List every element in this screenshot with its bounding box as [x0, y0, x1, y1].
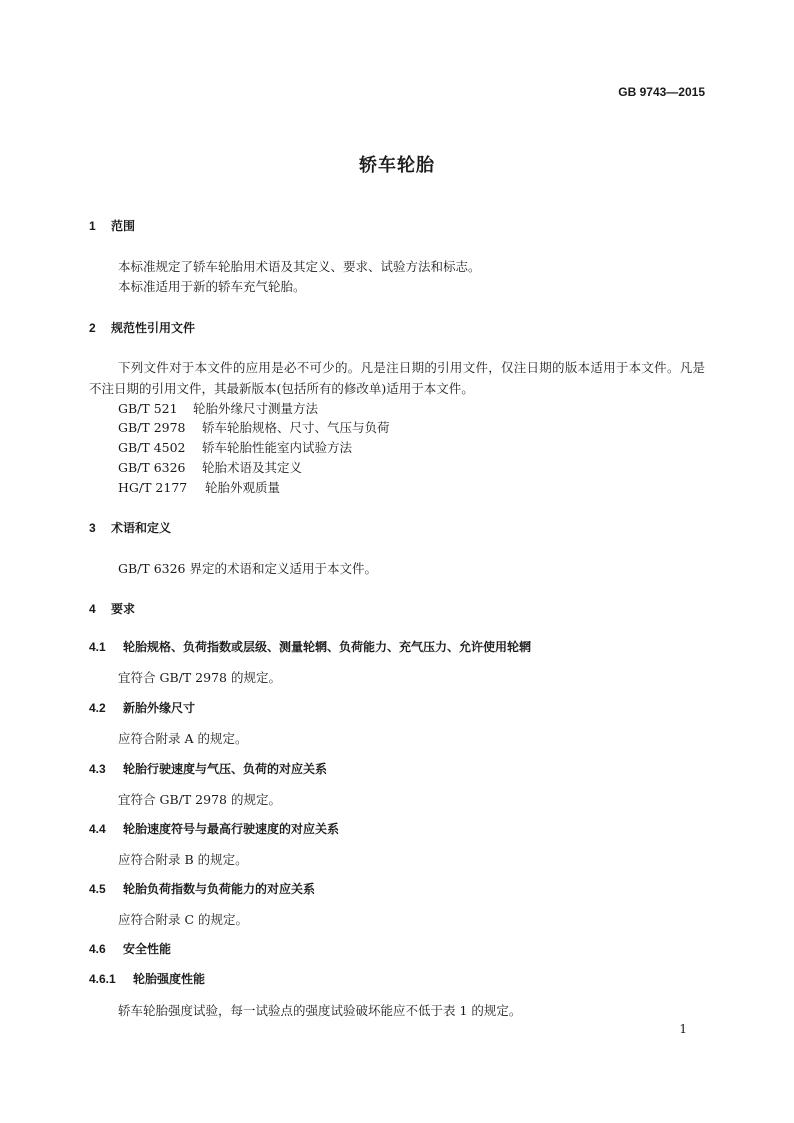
paragraph: 应符合附录 C 的规定。 [118, 912, 249, 927]
reference-code: GB/T 6326 [118, 460, 186, 475]
section-number: 4 [89, 602, 96, 616]
paragraph: 本标准规定了轿车轮胎用术语及其定义、要求、试验方法和标志。 [118, 259, 481, 274]
paragraph: 应符合附录 B 的规定。 [118, 852, 248, 867]
section-number: 2 [89, 321, 96, 335]
section-title: 要求 [111, 602, 136, 616]
section-number: 1 [89, 219, 96, 233]
subsubsection-title: 轮胎强度性能 [133, 972, 206, 986]
subsection-title: 轮胎负荷指数与负荷能力的对应关系 [123, 882, 316, 896]
document-title: 轿车轮胎 [359, 155, 435, 176]
paragraph: 宜符合 GB/T 2978 的规定。 [118, 792, 281, 807]
subsection-number: 4.1 [89, 640, 106, 654]
subsection-heading [89, 760, 327, 777]
section-heading-normative-references [89, 319, 195, 336]
subsection-title: 轮胎规格、负荷指数或层级、测量轮辋、负荷能力、充气压力、允许使用轮辋 [123, 640, 532, 654]
reference-code: GB/T 521 [118, 401, 178, 416]
reference-title: 轮胎外观质量 [205, 480, 281, 495]
reference-title: 轮胎术语及其定义 [202, 460, 303, 475]
paragraph: 轿车轮胎强度试验，每一试验点的强度试验破坏能应不低于表 1 的规定。 [118, 1003, 522, 1018]
section-heading-terms [89, 519, 171, 536]
subsection-title: 新胎外缘尺寸 [123, 701, 196, 715]
subsection-title: 安全性能 [123, 942, 172, 956]
standard-code: GB 9743—2015 [618, 85, 705, 99]
section-title: 范围 [111, 219, 136, 233]
subsection-number: 4.5 [89, 882, 106, 896]
subsection-number: 4.3 [89, 762, 106, 776]
subsection-heading [89, 638, 531, 655]
reference-item [118, 458, 302, 476]
subsection-title: 轮胎行驶速度与气压、负荷的对应关系 [123, 762, 328, 776]
reference-item [118, 418, 390, 436]
reference-item [118, 399, 318, 417]
paragraph: GB/T 6326 界定的术语和定义适用于本文件。 [118, 561, 377, 576]
paragraph: 宜符合 GB/T 2978 的规定。 [118, 670, 281, 685]
reference-item [118, 478, 280, 496]
reference-title: 轿车轮胎规格、尺寸、气压与负荷 [202, 420, 390, 435]
subsection-heading [89, 699, 195, 716]
reference-title: 轮胎外缘尺寸测量方法 [193, 401, 319, 416]
subsection-heading [89, 820, 339, 837]
paragraph: 应符合附录 A 的规定。 [118, 731, 248, 746]
page-number: 1 [679, 1022, 687, 1036]
reference-title: 轿车轮胎性能室内试验方法 [202, 440, 353, 455]
paragraph: 下列文件对于本文件的应用是必不可少的。凡是注日期的引用文件，仅注日期的版本适用于本文件。凡是不注日期的引用文件，其最新版本(包括所有的修改单)适用于本文件。 [89, 360, 705, 396]
paragraph: 本标准适用于新的轿车充气轮胎。 [118, 279, 306, 294]
section-heading-requirements [89, 600, 135, 617]
subsection-heading [89, 940, 171, 957]
subsection-title: 轮胎速度符号与最高行驶速度的对应关系 [123, 822, 340, 836]
subsection-number: 4.2 [89, 701, 106, 715]
subsection-number: 4.4 [89, 822, 106, 836]
subsection-heading [89, 880, 315, 897]
reference-code: HG/T 2177 [118, 480, 188, 495]
subsubsection-number: 4.6.1 [89, 972, 116, 986]
reference-code: GB/T 2978 [118, 420, 186, 435]
section-number: 3 [89, 521, 96, 535]
reference-code: GB/T 4502 [118, 440, 186, 455]
subsubsection-heading [89, 970, 205, 987]
section-title: 术语和定义 [111, 521, 172, 535]
section-heading-scope [89, 217, 135, 234]
reference-item [118, 438, 352, 456]
section-title: 规范性引用文件 [111, 321, 196, 335]
subsection-number: 4.6 [89, 942, 106, 956]
